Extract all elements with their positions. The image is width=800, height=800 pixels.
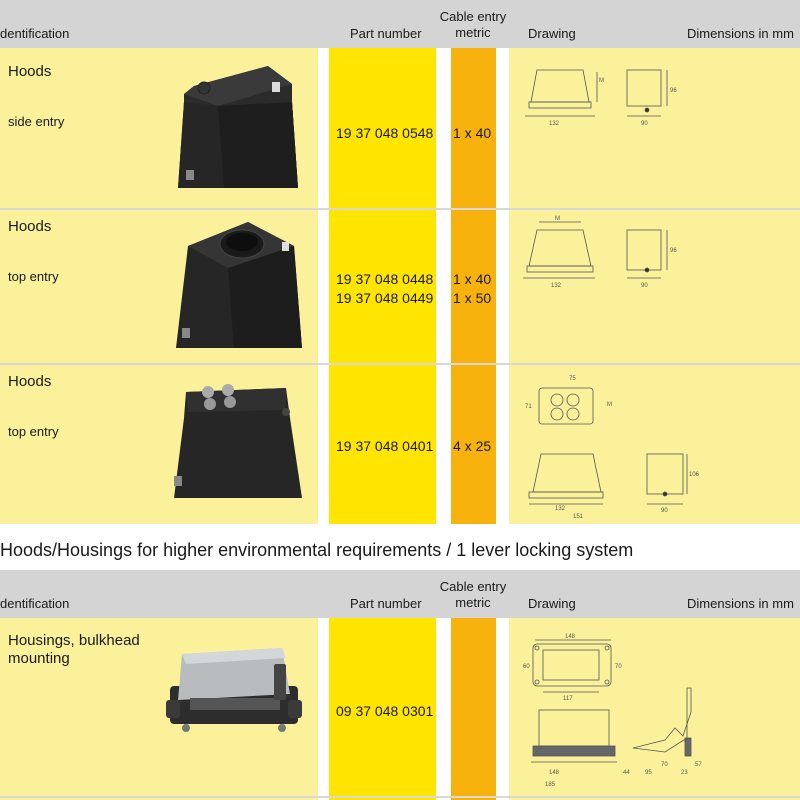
header-identification: dentification bbox=[0, 26, 70, 41]
dim-label: 132 bbox=[549, 121, 560, 127]
dim-label: M bbox=[599, 78, 604, 84]
dim-label: 148 bbox=[549, 770, 560, 776]
row4-part-number: 09 37 048 0301 bbox=[336, 703, 434, 719]
column-cable-entry bbox=[451, 618, 496, 800]
header-dimensions: Dimensions in mm bbox=[687, 596, 794, 611]
row-divider bbox=[0, 796, 800, 798]
row1-subtitle: side entry bbox=[8, 114, 65, 129]
dim-label: 96 bbox=[670, 88, 677, 94]
header-drawing: Drawing bbox=[528, 596, 576, 611]
section-title: Hoods/Housings for higher environmental requirements / 1 lever locking system bbox=[0, 540, 634, 560]
dim-label: 90 bbox=[641, 121, 648, 127]
dim-label: 70 bbox=[661, 762, 668, 768]
dim-label: 23 bbox=[681, 770, 688, 776]
dim-label: 71 bbox=[525, 404, 532, 410]
row3-title: Hoods bbox=[8, 373, 52, 390]
row1-cable-entry: 1 x 40 bbox=[453, 125, 492, 141]
dim-label: 132 bbox=[551, 283, 562, 289]
row2-cable-entry-1: 1 x 40 bbox=[453, 271, 492, 287]
row3-subtitle: top entry bbox=[8, 424, 59, 439]
dim-label: M bbox=[555, 216, 560, 222]
dim-label: 117 bbox=[563, 696, 573, 702]
dim-label: 151 bbox=[573, 514, 584, 520]
row2-subtitle: top entry bbox=[8, 269, 59, 284]
header-cable-entry: Cable entry metric bbox=[439, 579, 507, 610]
dim-label: 57 bbox=[695, 762, 702, 768]
row1-title: Hoods bbox=[8, 63, 52, 80]
header-drawing: Drawing bbox=[528, 26, 576, 41]
bulkhead-housing-icon bbox=[166, 640, 302, 740]
dim-label: 70 bbox=[615, 664, 622, 670]
hood-top-entry-icon bbox=[168, 216, 303, 356]
row3-dimension-drawing bbox=[515, 372, 700, 520]
row4-title: Housings, bulkhead mounting bbox=[8, 632, 140, 667]
dim-label: 185 bbox=[545, 782, 556, 788]
row-divider bbox=[0, 363, 800, 365]
row2-cable-entry-2: 1 x 50 bbox=[453, 290, 492, 306]
row3-part-number: 19 37 048 0401 bbox=[336, 438, 434, 454]
header-dimensions: Dimensions in mm bbox=[687, 26, 794, 41]
row1-part-number: 19 37 048 0548 bbox=[336, 125, 434, 141]
row1-dimension-drawing bbox=[515, 58, 695, 188]
hood-side-entry-icon bbox=[168, 62, 298, 192]
dim-label: 75 bbox=[569, 376, 576, 382]
hood-top-entry-4-icon bbox=[168, 378, 303, 508]
dim-label: 132 bbox=[555, 506, 566, 512]
dim-label: M bbox=[607, 402, 612, 408]
row2-title: Hoods bbox=[8, 218, 52, 235]
header-part-number: Part number bbox=[350, 596, 422, 611]
row2-part-number-1: 19 37 048 0448 bbox=[336, 271, 434, 287]
dim-label: 96 bbox=[670, 248, 677, 254]
row2-part-number-2: 19 37 048 0449 bbox=[336, 290, 434, 306]
row4-dimension-drawing bbox=[515, 628, 715, 796]
dim-label: 106 bbox=[689, 472, 700, 478]
dim-label: 90 bbox=[661, 508, 668, 514]
header-identification: dentification bbox=[0, 596, 70, 611]
dim-label: 95 bbox=[645, 770, 652, 776]
header-cable-entry: Cable entry metric bbox=[439, 9, 507, 40]
dim-label: 90 bbox=[641, 283, 648, 289]
row2-dimension-drawing bbox=[515, 212, 695, 352]
row-divider bbox=[0, 208, 800, 210]
row3-cable-entry: 4 x 25 bbox=[453, 438, 492, 454]
dim-label: 44 bbox=[623, 770, 630, 776]
dim-label: 148 bbox=[565, 634, 576, 640]
header-part-number: Part number bbox=[350, 26, 422, 41]
dim-label: 60 bbox=[523, 664, 530, 670]
